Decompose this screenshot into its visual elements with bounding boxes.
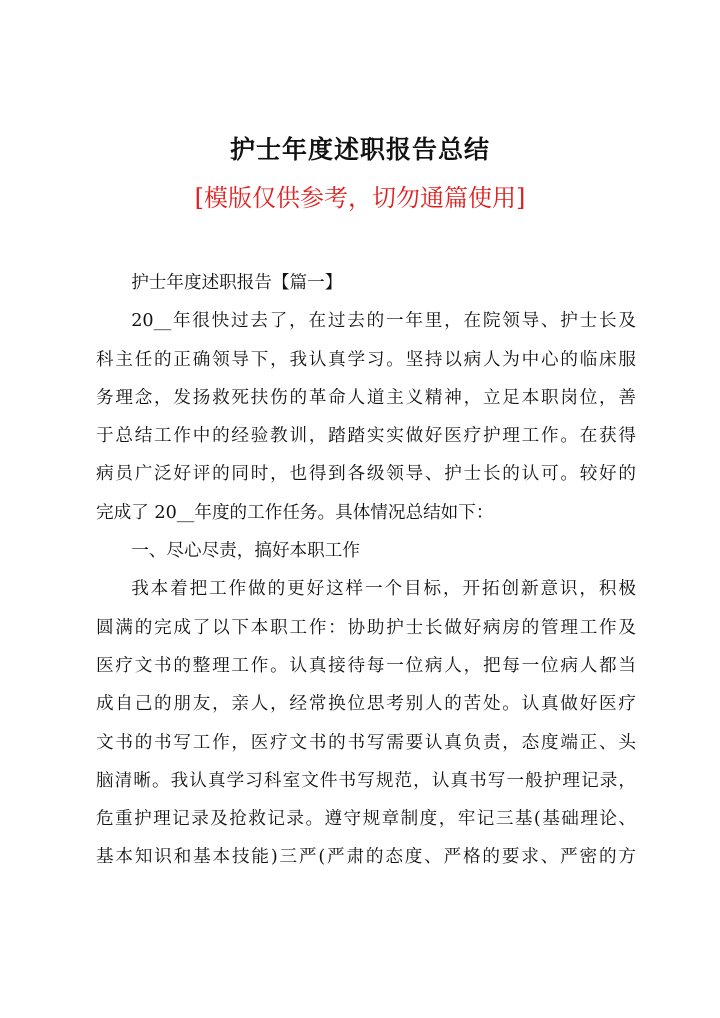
paragraph-2-line: 医疗文书的整理工作。认真接待每一位病人，把每一位病人都当 <box>96 655 636 676</box>
paragraph-2-line: 圆满的完成了以下本职工作：协助护士长做好病房的管理工作及 <box>96 617 636 638</box>
document-title: 护士年度述职报告总结 <box>229 135 490 164</box>
paragraph-2-line: 成自己的朋友，亲人，经常换位思考别人的苦处。认真做好医疗 <box>96 694 636 715</box>
paragraph-1-line: 务理念，发扬救死扶伤的革命人道主义精神，立足本职岗位，善 <box>96 387 636 408</box>
paragraph-2 <box>96 570 636 876</box>
section-heading: 护士年度述职报告【篇一】 <box>131 273 343 293</box>
paragraph-2-line: 脑清晰。我认真学习科室文件书写规范，认真书写一般护理记录， <box>96 770 636 791</box>
paragraph-2-line: 我本着把工作做的更好这样一个目标，开拓创新意识，积极 <box>131 579 636 600</box>
paragraph-1-line: 于总结工作中的经验教训，踏踏实实做好医疗护理工作。在获得 <box>96 426 636 447</box>
paragraph-1-line: 科主任的正确领导下，我认真学习。坚持以病人为中心的临床服 <box>96 349 636 370</box>
paragraph-2-line: 文书的书写工作，医疗文书的书写需要认真负责，态度端正、头 <box>96 732 636 753</box>
paragraph-1-line: 20__年很快过去了，在过去的一年里，在院领导、护士长及 <box>131 311 636 332</box>
paragraph-1-line: 完成了 20__年度的工作任务。具体情况总结如下： <box>96 502 494 523</box>
paragraph-2-line: 基本知识和基本技能)三严(严肃的态度、严格的要求、严密的方 <box>96 847 636 868</box>
paragraph-1-line: 病员广泛好评的同时，也得到各级领导、护士长的认可。较好的 <box>96 464 636 485</box>
template-notice: [模版仅供参考，切勿通篇使用] <box>194 184 526 212</box>
paragraph-1 <box>96 302 636 532</box>
document-body <box>96 264 636 877</box>
subheading-1: 一、尽心尽责，搞好本职工作 <box>131 541 360 562</box>
paragraph-2-line: 危重护理记录及抢救记录。遵守规章制度，牢记三基(基础理论、 <box>96 809 636 830</box>
